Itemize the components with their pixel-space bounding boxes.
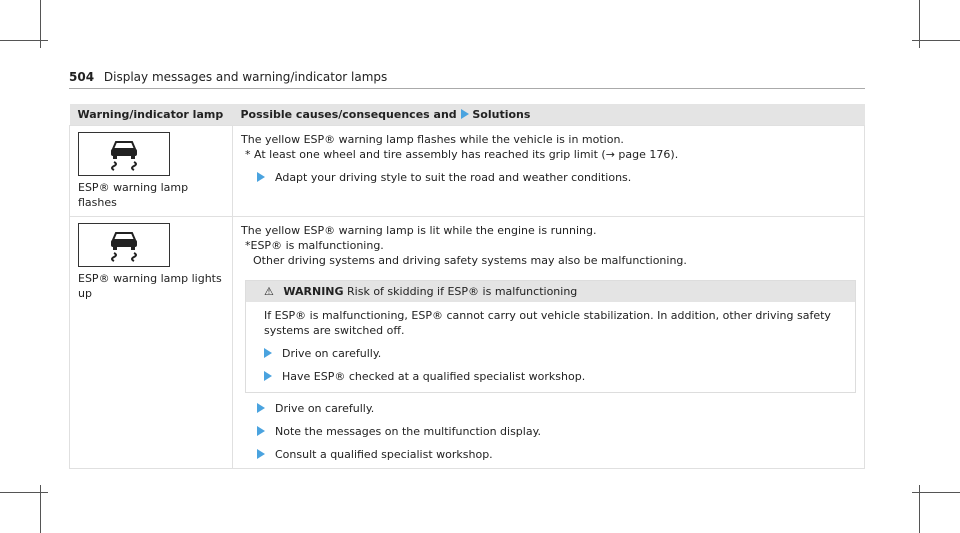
warning-header: ⚠ WARNING Risk of skidding if ESP® is malfunctioning <box>246 281 855 302</box>
lamp-label: ESP® warning lamp lights up <box>78 272 222 300</box>
solution-step: Drive on carefully. <box>264 346 847 361</box>
solution-step: Consult a qualified specialist workshop. <box>257 447 856 462</box>
column-header-lamp: Warning/indicator lamp <box>70 104 233 126</box>
cause-text: The yellow ESP® warning lamp is lit while the engine is running. <box>241 224 597 237</box>
cause-text: The yellow ESP® warning lamp flashes while the vehicle is in motion. <box>241 133 624 146</box>
lamp-cell <box>70 126 233 217</box>
warning-body: If ESP® is malfunctioning, ESP® cannot carry out vehicle stabilization. In addition, other driving safety systems are switched off. Drive on carefully. Have ESP® checked at a qualified specialist workshop. <box>246 302 855 392</box>
page-title: Display messages and warning/indicator lamps <box>103 70 388 84</box>
arrow-right-icon <box>257 449 265 459</box>
arrow-right-icon <box>257 403 265 413</box>
table-row <box>70 217 865 469</box>
page-header <box>69 70 387 84</box>
esp-lamp-icon <box>78 223 170 267</box>
arrow-right-icon <box>264 348 272 358</box>
arrow-right-icon <box>257 172 265 182</box>
cause-note: * At least one wheel and tire assembly has reached its grip limit (→ page 176). <box>245 148 679 161</box>
crop-mark <box>912 492 960 493</box>
arrow-right-icon <box>257 426 265 436</box>
cause-note: Other driving systems and driving safety systems may also be malfunctioning. <box>253 254 687 267</box>
arrow-right-icon <box>461 109 469 119</box>
solution-step: Adapt your driving style to suit the road and weather conditions. <box>257 170 856 185</box>
column-header-causes: Possible causes/consequences and Solutions <box>233 104 865 126</box>
cause-cell <box>233 126 865 217</box>
solution-step: Note the messages on the multifunction display. <box>257 424 856 439</box>
lamp-cell <box>70 217 233 469</box>
warning-triangle-icon: ⚠ <box>264 285 274 298</box>
cause-cell <box>233 217 865 469</box>
table-header-row <box>70 104 865 126</box>
cause-note: *ESP® is malfunctioning. <box>245 239 384 252</box>
warning-lamp-table <box>69 104 865 469</box>
page-number: 504 <box>69 70 95 84</box>
arrow-right-icon <box>264 371 272 381</box>
solution-step: Have ESP® checked at a qualified specialist workshop. <box>264 369 847 384</box>
warning-box <box>245 280 856 393</box>
crop-mark <box>0 492 48 493</box>
lamp-label: ESP® warning lamp flashes <box>78 181 189 209</box>
crop-mark <box>0 40 48 41</box>
crop-mark <box>912 40 960 41</box>
header-divider <box>69 88 865 89</box>
esp-lamp-icon <box>78 132 170 176</box>
solution-step: Drive on carefully. <box>257 401 856 416</box>
table-row <box>70 126 865 217</box>
